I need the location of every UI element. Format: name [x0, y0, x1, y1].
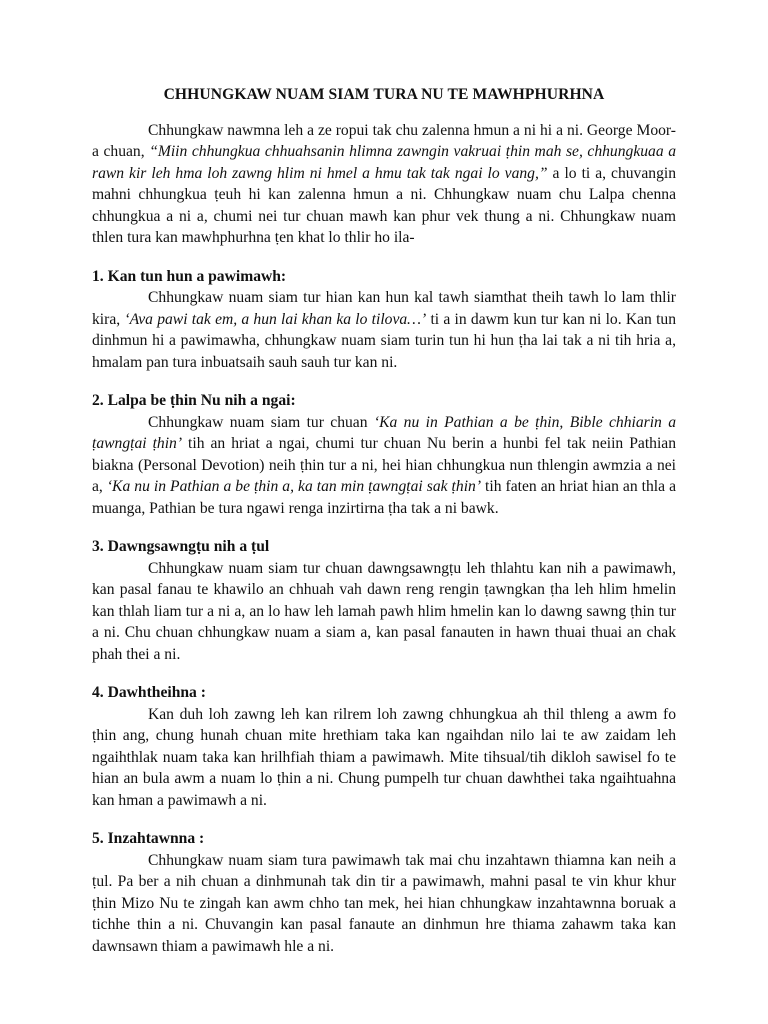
section-3-paragraph: Chhungkaw nuam siam tur chuan dawngsawngṭu leh thlahtu kan nih a pawimawh, kan pasal fanau te khawilo an chhuah vah dawn reng rengin ṭawngkan ṭha leh hlim hmelin kan thlah liam tur a ni a, an lo haw leh lamah pawh hlim hmelin kan lo dawng sawng ṭhin tur a ni. Chu chuan chhungkaw nuam a siam a, kan pasal fanauten in hawn thuai thuai an chak phah thei a ni.	[92, 559, 676, 663]
section-1	[92, 266, 676, 374]
section-2-text-3: tih faten an hriat hian an thla a muanga, Pathian be tura ngawi renga inzirtirna ṭha tak a ni bawk.	[92, 478, 677, 517]
section-5-paragraph: Chhungkaw nuam siam tura pawimawh tak mai chu inzahtawn thiamna kan neih a ṭul. Pa ber a nih chuan a dinhmunah tak din tir a pawimawh, mahni pasal te vin khur khur ṭhin Mizo Nu te zingah kan awm chho tan mek, hei hian chhungkaw inzahtawnna boruak a tichhe thin a ni. Chuvangin kan pasal fanaute an dinhmun hre thiama zahawm taka kan dawnsawn thiam a pawimawh hle a ni.	[92, 851, 676, 955]
section-5-heading: 5. Inzahtawnna :	[92, 830, 205, 847]
section-2-quote-2: ‘Ka nu in Pathian a be ṭhin a, ka tan min ṭawngṭai sak ṭhin’	[106, 478, 482, 495]
section-2-paragraph	[92, 412, 676, 520]
section-1-text-1: Chhungkaw nuam siam tur hian kan hun kal tawh siamthat theih tawh lo lam thlir kira,	[92, 289, 676, 328]
section-1-heading: 1. Kan tun hun a pawimawh:	[92, 267, 287, 285]
section-2	[92, 390, 676, 519]
section-3-heading: 3. Dawngsawngṭu nih a ṭul	[92, 538, 270, 555]
intro-quote: “Miin chhungkua chhuahsanin hlimna zawngin vakruai ṭhin mah se, chhungkuaa a rawn kir leh hma loh zawng hlim ni hmel a hmu tak tak ngai lo vang,”	[92, 143, 676, 182]
section-1-text-2: ti a in dawm kun tur kan ni lo. Kan tun dinhmun hi a pawimawha, chhungkaw nuam siam turin tun hi hun ṭha lai tak a ni tih hria a, hmalam pan tura inbuatsaih sauh sauh tur kan ni.	[92, 310, 676, 371]
intro-text-2: a lo ti a, chuvangin mahni chhungkua ṭeuh hi kan zalenna hmun a ni. Chhungkaw nuam chu Lalpa chenna chhungkua a ni a, chumi nei tur chuan mawh kan phur vek thung a ni. Chhungkaw nuam thlen tura kan mawhphurhna ṭen khat lo thlir ho ila-	[92, 164, 676, 246]
section-2-text-2: tih an hriat a ngai, chumi tur chuan Nu berin a hunbi fel tak neiin Pathian biakna (Personal Devotion) neih ṭhin tur a ni, hei hian chhungkua nun thlengin awmzia a nei a,	[92, 435, 676, 495]
section-1-quote: ‘Ava pawi tak em, a hun lai khan ka lo tilova…’	[124, 310, 427, 328]
section-2-heading: 2. Lalpa be ṭhin Nu nih a ngai:	[92, 392, 296, 409]
section-2-quote-1: ‘Ka nu in Pathian a be ṭhin, Bible chhiarin a ṭawngṭai ṭhin’	[92, 413, 677, 452]
section-4-paragraph: Kan duh loh zawng leh kan rilrem loh zawng chhungkua ah thil thleng a awm fo ṭhin ang, chung hunah chuan mite hrethiam taka kan ngaihdan nilo lai te aw zaidam leh ngaihthlak nuam taka kan hrilhfiah thiam a pawimawh. Mite tihsual/tih dikloh sawisel fo te hian an bula awm a nuam lo ṭhin a ni. Chung pumpelh tur chuan dawhthei taka ngaihtuahna kan hman a pawimawh a ni.	[92, 705, 676, 809]
intro-text-1: Chhungkaw nawmna leh a ze ropui tak chu zalenna hmun a ni hi a ni. George Moor-a chuan,	[92, 121, 676, 160]
section-4	[92, 682, 676, 811]
page-title: CHHUNGKAW NUAM SIAM TURA NU TE MAWHPHURHNA	[163, 86, 605, 103]
section-5	[92, 828, 676, 957]
section-1-paragraph	[92, 287, 676, 373]
section-4-heading: 4. Dawhtheihna :	[92, 684, 206, 701]
section-2-text-1: Chhungkaw nuam siam tur chuan	[148, 413, 374, 431]
intro-paragraph	[92, 120, 676, 249]
section-3	[92, 536, 676, 665]
